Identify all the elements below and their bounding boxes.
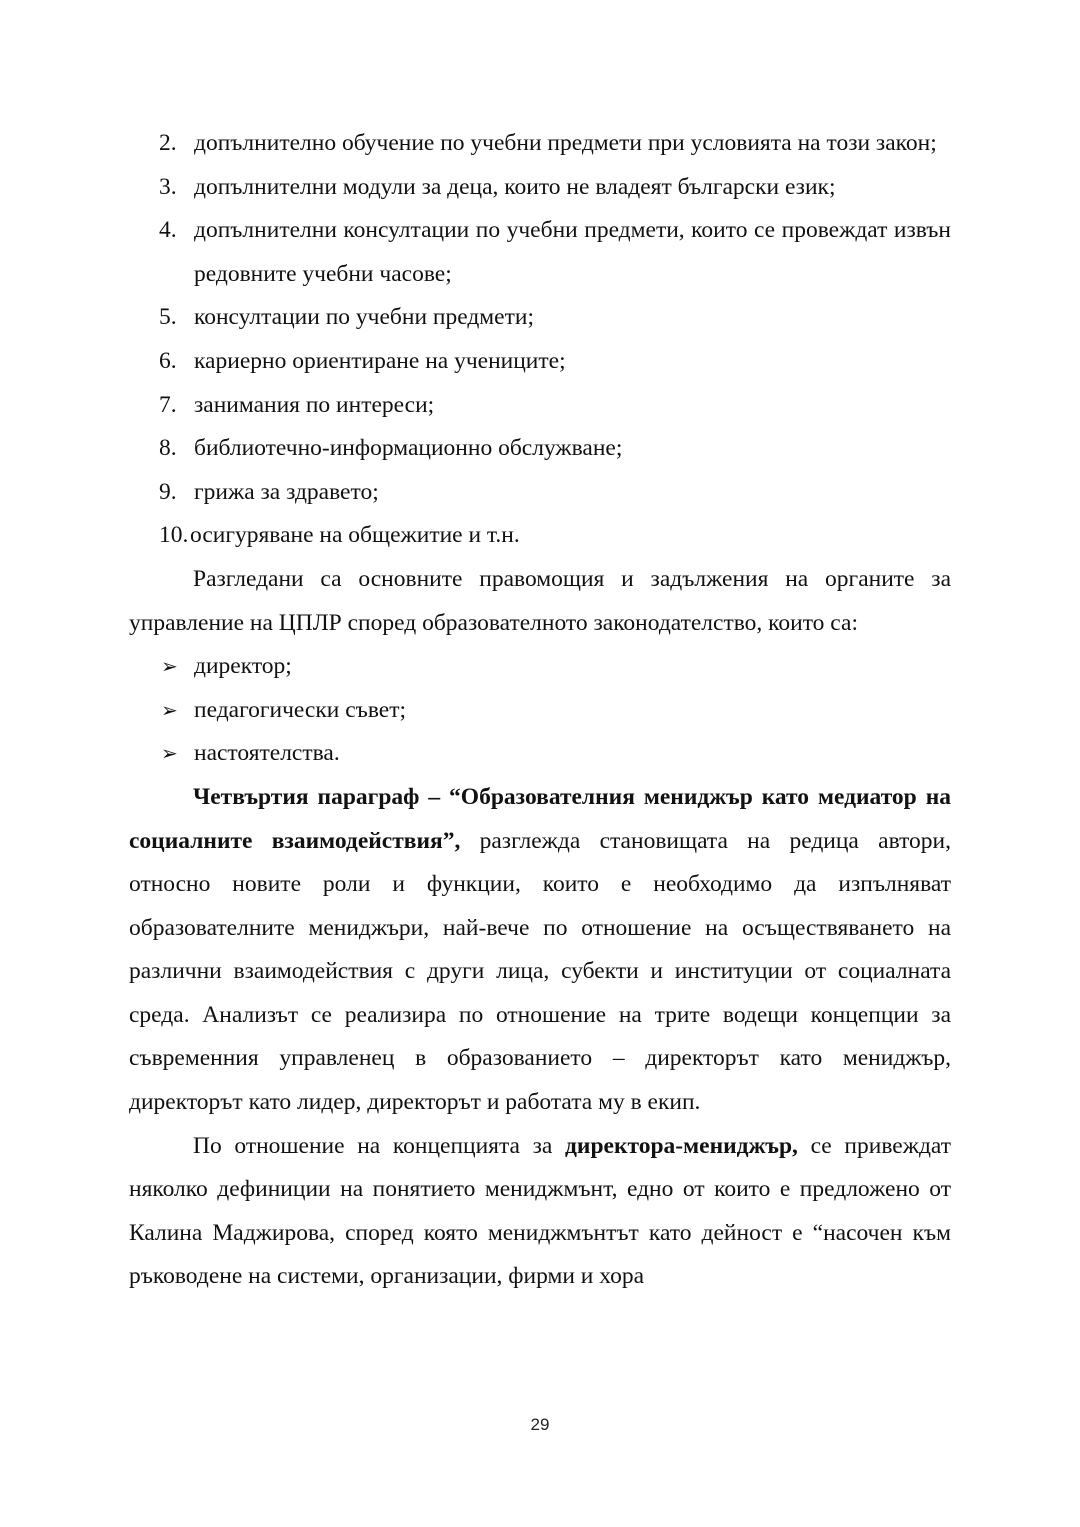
list-item-number: 5. bbox=[159, 304, 177, 331]
bullet-item bbox=[129, 689, 951, 733]
list-item-text: допълнителни консултации по учебни предмети, които се провеждат извън редовните учебни часове; bbox=[194, 217, 951, 287]
list-item-number: 7. bbox=[159, 391, 177, 418]
list-item-text: занимания по интереси; bbox=[194, 391, 435, 418]
list-item bbox=[129, 427, 951, 471]
paragraph-governing-bodies: Разгледани са основните правомощия и задължения на органите за управление на ЦПЛР според образователното законодателство, които са: bbox=[129, 565, 951, 636]
list-item-number: 8. bbox=[159, 435, 177, 462]
bullet-item-text: директор; bbox=[194, 653, 292, 680]
numbered-list bbox=[129, 122, 951, 558]
bullet-item-text: настоятелства. bbox=[194, 740, 340, 767]
list-item bbox=[129, 209, 951, 296]
paragraph-text: По отношение на концепцията за bbox=[193, 1132, 566, 1159]
paragraph-text: разглежда становищата на редица автори, относно новите роли и функции, които е необходимо да изпълняват образователните мениджъри, най-вече по отношение на осъществяването на различни взаимодействия с други лица, субекти и институции от социалната среда. Анализът се реализира по отношение на трите водещи концепции за съвременния управленец в образованието – директорът като мениджър, директорът като лидер, директорът и работата му в екип. bbox=[129, 827, 951, 1116]
arrow-bullet-icon: ➢ bbox=[161, 741, 178, 766]
list-item-text: библиотечно-информационно обслужване; bbox=[194, 435, 623, 462]
paragraph-text: се привеждат няколко дефиниции на понятието мениджмънт, едно от които е предложено от Калина Маджирова, според която мениджмънтът като дейност е “насочен към ръководене на системи, организации, фирми и хора bbox=[129, 1132, 951, 1290]
list-item bbox=[129, 340, 951, 384]
list-item-text: осигуряване на общежитие и т.н. bbox=[190, 522, 520, 549]
list-item-number: 4. bbox=[159, 217, 177, 244]
list-item bbox=[129, 384, 951, 428]
list-item-text: консултации по учебни предмети; bbox=[194, 304, 534, 331]
list-item-text: грижа за здравето; bbox=[194, 478, 379, 505]
list-item-text: допълнително обучение по учебни предмети при условията на този закон; bbox=[194, 130, 937, 156]
bullet-item bbox=[129, 645, 951, 689]
bullet-item-text: педагогически съвет; bbox=[194, 696, 407, 723]
bullet-list bbox=[129, 645, 951, 776]
term-bold: директора-мениджър, bbox=[565, 1132, 798, 1159]
list-item-number: 10. bbox=[159, 522, 189, 549]
paragraph-fourth-section bbox=[129, 776, 951, 1125]
list-item-number: 6. bbox=[159, 347, 177, 374]
list-item bbox=[129, 514, 951, 558]
list-item-number: 2. bbox=[159, 130, 177, 156]
paragraph-director-manager bbox=[129, 1125, 951, 1299]
bullet-item bbox=[129, 732, 951, 776]
list-item-number: 3. bbox=[159, 173, 177, 200]
list-item bbox=[129, 166, 951, 210]
page-number: 29 bbox=[530, 1415, 550, 1434]
arrow-bullet-icon: ➢ bbox=[161, 654, 178, 679]
list-item bbox=[129, 296, 951, 340]
list-item-text: кариерно ориентиране на учениците; bbox=[194, 347, 566, 374]
page-content bbox=[129, 122, 951, 1299]
arrow-bullet-icon: ➢ bbox=[161, 697, 178, 722]
list-item bbox=[129, 471, 951, 515]
list-item bbox=[129, 122, 951, 166]
list-item-text: допълнителни модули за деца, които не владеят български език; bbox=[194, 173, 836, 200]
section-title-bold: Четвъртия параграф – “Образователния мениджър като медиатор на социалните взаимодействия”, bbox=[129, 783, 951, 854]
list-item-number: 9. bbox=[159, 478, 177, 505]
